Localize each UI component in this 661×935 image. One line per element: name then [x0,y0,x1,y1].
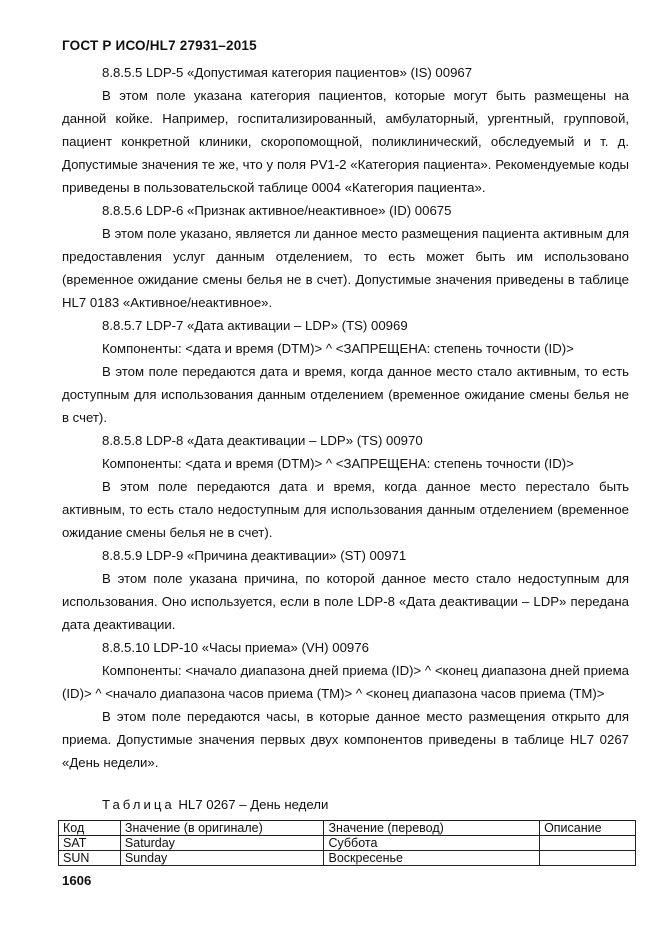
section-heading: 8.8.5.9 LDP-9 «Причина деактивации» (ST) 00971 [102,548,407,563]
table-header-cell: Код [59,821,121,836]
section-heading: 8.8.5.10 LDP-10 «Часы приема» (VH) 00976 [102,640,369,655]
table-cell: Суббота [324,836,540,851]
section-heading: 8.8.5.5 LDP-5 «Допустимая категория пациентов» (IS) 00967 [102,65,473,80]
paragraph: В этом поле указана причина, по которой данное место стало недоступным для использования. Оно используется, если в поле LDP-8 «Дата деактивации – LDP» передана дата деактивации. [62,571,629,632]
body-text [62,61,629,774]
paragraph: В этом поле указана категория пациентов, которые могут быть размещены на данной койке. Например, госпитализированный, амбулаторный, ургентный, групповой, пациент конкретной клиники, скоропомощной, поликлинический, обследуемый и т. д. Допустимые значения те же, что у поля PV1-2 «Категория пациента». Рекомендуемые коды приведены в пользовательской таблице 0004 «Категория пациента». [62,88,629,195]
table-cell: SUN [59,851,121,866]
table-cell [540,851,636,866]
page-number: 1606 [62,873,92,888]
table-header-row [59,821,636,836]
table-row [59,851,636,866]
table-header-cell: Значение (в оригинале) [120,821,324,836]
table-caption-word: Таблица [102,797,175,812]
table-header-cell: Описание [540,821,636,836]
paragraph: В этом поле передаются дата и время, когда данное место перестало быть активным, то есть стало недоступным для использования данным отделением (временное ожидание смены белья не в счет). [62,479,629,540]
table-cell: Sunday [120,851,324,866]
table-cell: Воскресенье [324,851,540,866]
section-heading: 8.8.5.6 LDP-6 «Признак активное/неактивное» (ID) 00675 [102,203,452,218]
table-cell: SAT [59,836,121,851]
paragraph: В этом поле указано, является ли данное место размещения пациента активным для предоставления услуг данным отделением, то есть может быть им использовано (временное ожидание смены белья не в счет). Допустимые значения приведены в таблице HL7 0183 «Активное/неактивное». [62,226,629,310]
table-cell: Saturday [120,836,324,851]
table-caption-text: HL7 0267 – День недели [178,797,329,812]
paragraph: В этом поле передаются часы, в которые данное место размещения открыто для приема. Допустимые значения первых двух компонентов приведены в таблице HL7 0267 «День недели». [62,709,629,770]
table-cell [540,836,636,851]
day-of-week-table [58,820,636,866]
components-line: Компоненты: <дата и время (DTM)> ^ <ЗАПРЕЩЕНА: степень точности (ID)> [102,341,574,356]
section-heading: 8.8.5.8 LDP-8 «Дата деактивации – LDP» (TS) 00970 [102,433,423,448]
components-line: Компоненты: <дата и время (DTM)> ^ <ЗАПРЕЩЕНА: степень точности (ID)> [102,456,574,471]
table-header-cell: Значение (перевод) [324,821,540,836]
document-header: ГОСТ Р ИСО/HL7 27931–2015 [62,38,257,53]
paragraph: В этом поле передаются дата и время, когда данное место стало активным, то есть доступным для использования данным отделением (временное ожидание смены белья не в счет). [62,364,629,425]
table-caption [102,797,328,812]
section-heading: 8.8.5.7 LDP-7 «Дата активации – LDP» (TS) 00969 [102,318,408,333]
table-row [59,836,636,851]
components-line: Компоненты: <начало диапазона дней приема (ID)> ^ <конец диапазона дней приема (ID)> ^ <начало диапазона часов приема (TM)> ^ <конец диапазона часов приема (TM)> [62,663,629,701]
